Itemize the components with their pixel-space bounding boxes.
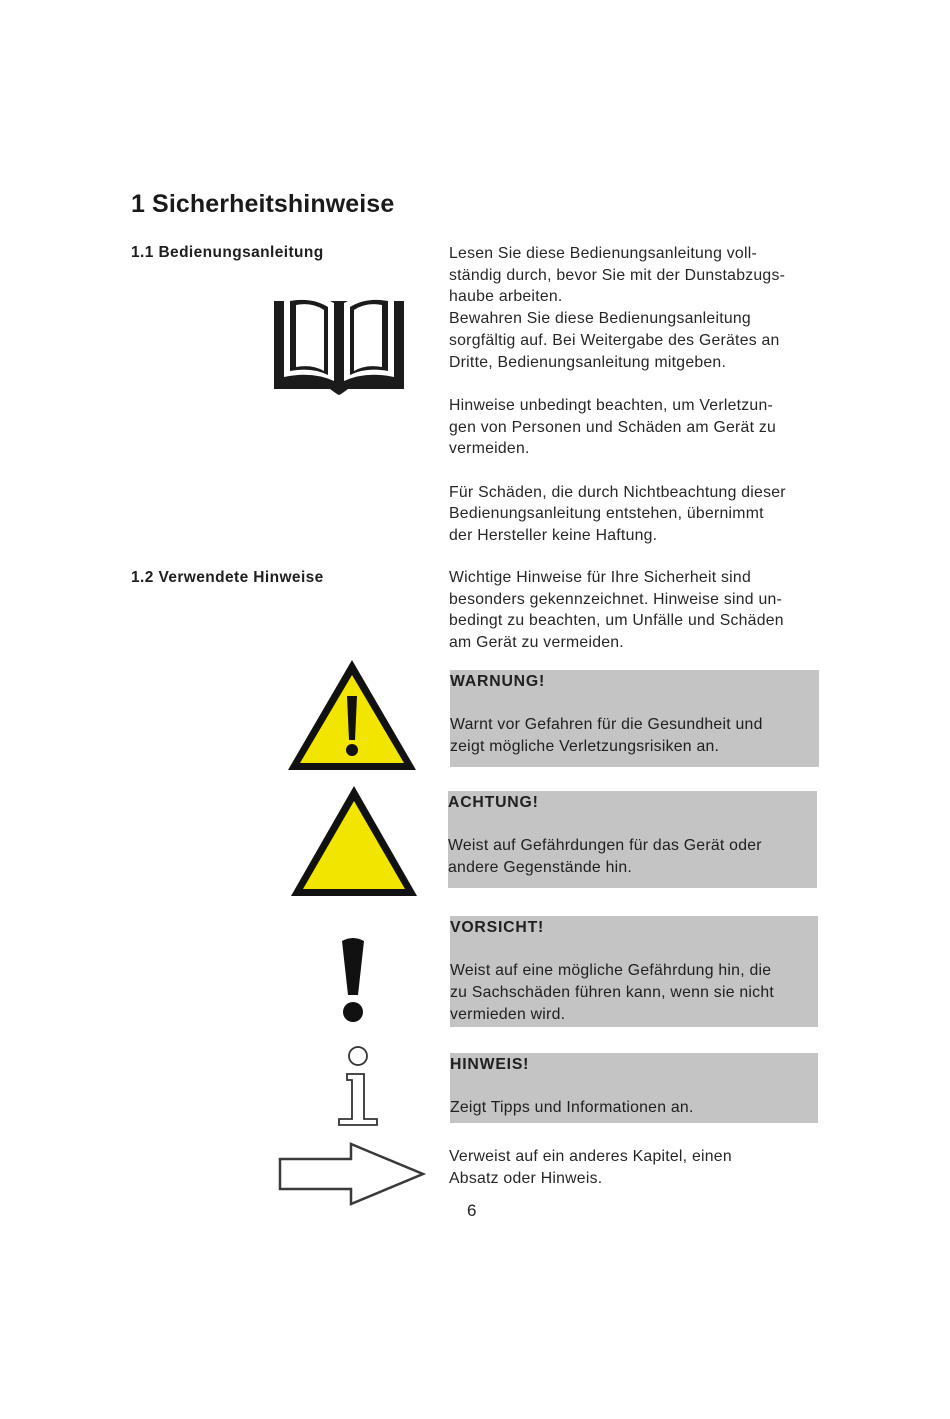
section-heading-verwendete-hinweise: 1.2 Verwendete Hinweise [131,569,324,586]
notice-box-achtung [448,791,817,888]
text-line: am Gerät zu vermeiden. [449,634,624,652]
text-line: Für Schäden, die durch Nichtbeachtung dieser [449,483,786,501]
open-book-icon [268,291,410,397]
section-1-2-intro [449,567,829,654]
text-line: Verweist auf ein anderes Kapitel, einen [449,1148,732,1165]
text-line: Lesen Sie diese Bedienungsanleitung voll- [449,245,757,262]
notice-label-hinweis: HINWEIS! [450,1056,530,1073]
text-line: Bedienungsanleitung entstehen, übernimmt [449,505,764,523]
reference-text [449,1146,829,1189]
text-line: zeigt mögliche Verletzungsrisiken an. [450,738,720,756]
arrow-right-icon [277,1141,427,1207]
text-line: der Hersteller keine Haftung. [449,527,658,545]
text-line: vermieden wird. [450,1005,566,1023]
text-line: besonders gekennzeichnet. Hinweise sind un- [449,590,783,608]
text-line: Wichtige Hinweise für Ihre Sicherheit sind [449,569,751,586]
text-line: Warnt vor Gefahren für die Gesundheit und [450,716,763,734]
text-line: Weist auf Gefährdungen für das Gerät oder [448,837,762,855]
text-line: haube arbeiten. [449,288,563,306]
notice-label-vorsicht: VORSICHT! [450,919,545,936]
text-line: gen von Personen und Schäden am Gerät zu [449,418,777,436]
text-line: sorgfältig auf. Bei Weitergabe des Gerätes an [449,331,780,349]
warning-triangle-exclamation-icon [286,658,418,772]
text-line: vermeiden. [449,440,530,458]
text-line: Bewahren Sie diese Bedienungsanleitung [449,310,751,328]
text-line: zu Sachschäden führen kann, wenn sie nicht [450,984,775,1002]
notice-box-hinweis [450,1053,818,1123]
text-line: Hinweise unbedingt beachten, um Verletzun- [449,396,774,414]
caution-triangle-icon [289,784,419,898]
exclamation-mark-icon [336,935,370,1025]
notice-box-warnung [450,670,819,767]
text-line: Absatz oder Hinweis. [449,1169,603,1187]
text-line: Weist auf eine mögliche Gefährdung hin, die [450,962,772,980]
text-line: andere Gegenstände hin. [448,859,633,877]
text-line: Dritte, Bedienungsanleitung mitgeben. [449,353,727,371]
notice-label-warnung: WARNUNG! [450,673,546,690]
notice-box-vorsicht [450,916,818,1027]
text-line: bedingt zu beachten, um Unfälle und Schäden [449,612,784,630]
info-i-icon [333,1045,383,1127]
section-heading-bedienungsanleitung: 1.1 Bedienungsanleitung [131,244,324,261]
section-1-1-text [449,243,829,547]
page-number: 6 [467,1201,477,1220]
text-line: ständig durch, bevor Sie mit der Dunstabzugs- [449,266,786,284]
text-line: Zeigt Tipps und Informationen an. [450,1099,694,1117]
page-title: 1 Sicherheitshinweise [131,190,395,218]
notice-label-achtung: ACHTUNG! [448,794,539,811]
